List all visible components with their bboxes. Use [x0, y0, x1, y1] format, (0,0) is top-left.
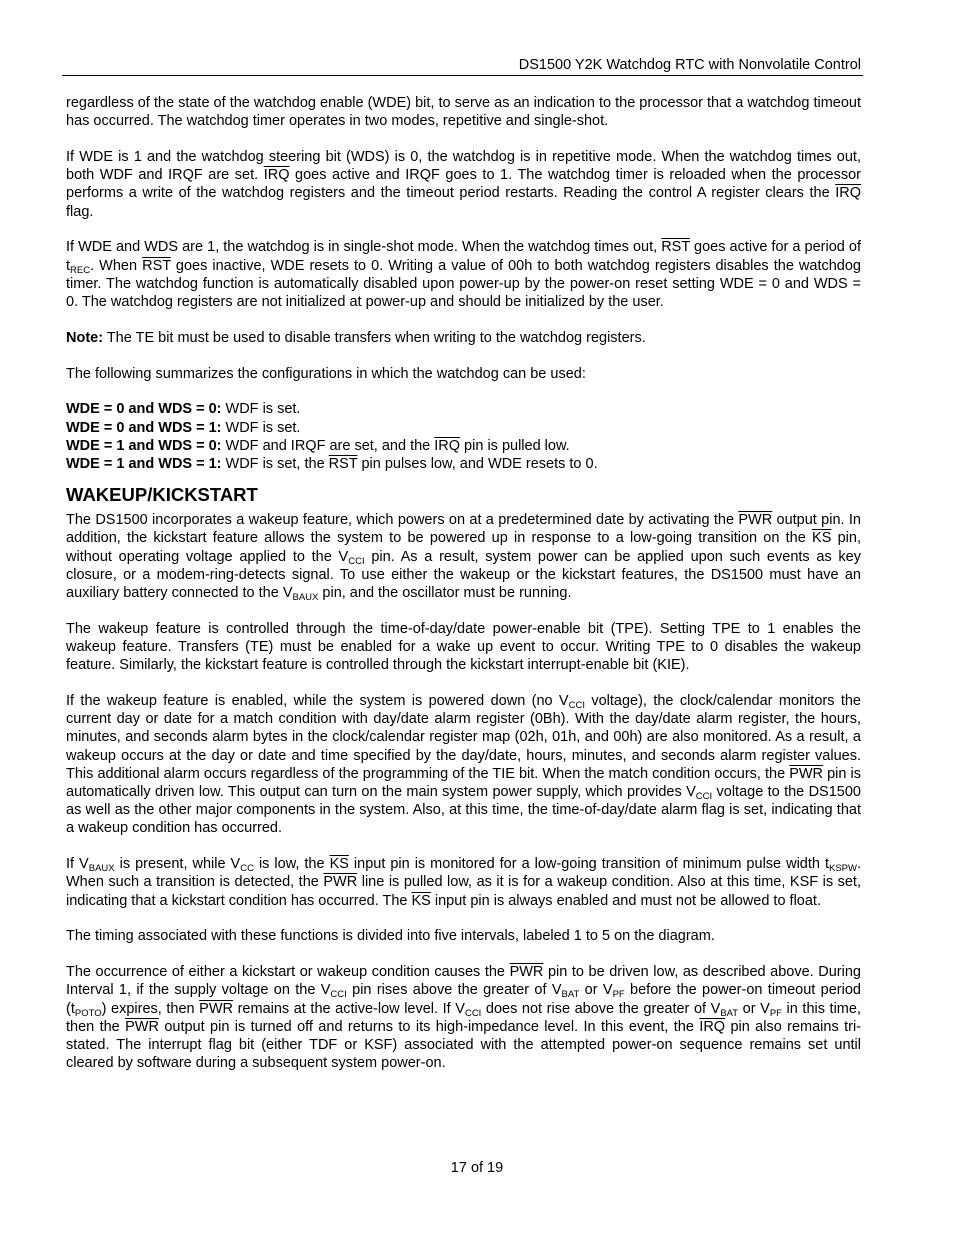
paragraph-interval-1: The occurrence of either a kickstart or wakeup condition causes the $\overline{PWR}$ pin to be driven low, as described above. During Interval 1, if the supply voltage on the $V_{CCI}$ pin rises above the greater of $V_{BAT}$ or $V_{PF}$ before the power-on timeout period $(t_{POTO})$ expires, then $\overline{PWR}$ remains at the active-low level. If $V_{CCI}$ does not rise above the greater of $V_{BAT}$ or $V_{PF}$ in this time, then the $\overline{PWR}$ output pin is turned off and returns to its high-impedance level. In this event, the $\overline{IRQ}$ pin also remains tri-stated. The interrupt flag bit (either TDF or KSF) associated with the attempted power-on sequence remains set until cleared by software during a subsequent system power-on. [66, 964, 861, 1072]
section-heading: WAKEUP/KICKSTART [66, 484, 258, 506]
paragraph-single-shot-mode: If WDE and WDS are 1, the watchdog is in single-shot mode. When the watchdog times out, $\overline{RST}$ goes active for a period of $t_{REC}$. When $\overline{RST}$ goes inactive, WDE resets to 0. Writing a value of 00h to both watchdog registers disables the watchdog timer. The watchdog function is automatically disabled upon power-up by the power-on reset setting WDE = 0 and WDS = 0. The watchdog registers are not initialized at power-up and should be initialized by the user. [66, 239, 861, 311]
config-text: WDF is set, the $\overline{RST}$ pin pulses low, and WDE resets to 0. [221, 456, 598, 473]
config-line [66, 437, 861, 455]
page-header: DS1500 Y2K Watchdog RTC with Nonvolatile Control [518, 57, 861, 73]
header-rule [62, 75, 863, 76]
note-label: Note: [66, 329, 104, 346]
paragraph-wakeup-control: The wakeup feature is controlled through the time-of-day/date power-enable bit (TPE). Setting TPE to 1 enables the wakeup feature. Transfers (TE) must be enabled for a wake up event to occur. Writing TPE to 0 disables the wakeup feature. Similarly, the kickstart feature is controlled through the kickstart interrupt-enable bit (KIE). [66, 620, 861, 674]
note-text: The TE bit must be used to disable transfers when writing to the watchdog registers. [103, 329, 646, 346]
paragraph-wakeup-intro: The DS1500 incorporates a wakeup feature, which powers on at a predetermined date by activating the $\overline{PWR}$ output pin. In addition, the kickstart feature allows the system to be powered up in response to a low-going transition on the $\overline{KS}$ pin, without operating voltage applied to the $V_{CCI}$ pin. As a result, system power can be applied upon such events as key closure, or a modem-ring-detects signal. To use either the wakeup or the kickstart features, the DS1500 must have an auxiliary battery connected to the $V_{BAUX}$ pin, and the oscillator must be running. [66, 512, 861, 604]
config-line [66, 419, 861, 437]
config-label: WDE = 1 and WDS = 1: [66, 456, 222, 473]
config-label: WDE = 1 and WDS = 0: [66, 437, 222, 454]
page-number: 17 of 19 [450, 1160, 504, 1176]
config-line [66, 455, 861, 473]
config-line [66, 400, 861, 418]
paragraph-wakeup-monitoring: If the wakeup feature is enabled, while the system is powered down (no $V_{CCI}$ voltage), the clock/calendar monitors the current day or date for a match condition with day/date alarm register (0Bh). With the day/date alarm register, the hours, minutes, and seconds alarm bytes in the clock/calendar register map (02h, 01h, and 00h) are also monitored. As a result, a wakeup occurs at the day or date and time specified by the day/date, hours, minutes, and seconds alarm register values. This additional alarm occurs regardless of the programming of the TIE bit. When the match condition occurs, the $\overline{PWR}$ pin is automatically driven low. This output can turn on the main system power supply, which provides $V_{CCI}$ voltage to the DS1500 as well as the other major components in the system. Also, at this time, the time-of-day/date alarm flag is set, indicating that a wakeup condition has occurred. [66, 693, 861, 837]
config-text: WDF is set. [221, 401, 301, 418]
config-text: WDF is set. [221, 419, 301, 436]
paragraph-repetitive-mode: If WDE is 1 and the watchdog steering bit (WDS) is 0, the watchdog is in repetitive mode. When the watchdog times out, both WDF and IRQF are set. $\overline{IRQ}$ goes active and IRQF goes to 1. The watchdog timer is reloaded when the processor performs a write of the watchdog registers and the timeout period restarts. Reading the control A register clears the $\overline{IRQ}$ flag. [66, 149, 861, 220]
paragraph-watchdog-intro: regardless of the state of the watchdog enable (WDE) bit, to serve as an indication to the processor that a watchdog timeout has occurred. The watchdog timer operates in two modes, repetitive and single-shot. [66, 95, 861, 130]
paragraph-timing: The timing associated with these functions is divided into five intervals, labeled 1 to 5 on the diagram. [66, 928, 715, 945]
config-text: WDF and IRQF are set, and the $\overline{IRQ}$ pin is pulled low. [221, 437, 570, 454]
config-label: WDE = 0 and WDS = 1: [66, 419, 222, 436]
paragraph-kickstart: If $V_{BAUX}$ is present, while $V_{CC}$ is low, the $\overline{KS}$ input pin is monitored for a low-going transition of minimum pulse width $t_{KSPW}$. When such a transition is detected, the $\overline{PWR}$ line is pulled low, as it is for a wakeup condition. Also at this time, KSF is set, indicating that a kickstart condition has occurred. The $\overline{KS}$ input pin is always enabled and must not be allowed to float. [66, 856, 861, 909]
page-body [66, 94, 861, 1090]
note-paragraph [66, 329, 861, 347]
paragraph-summary: The following summarizes the configurations in which the watchdog can be used: [66, 365, 586, 382]
config-label: WDE = 0 and WDS = 0: [66, 401, 222, 418]
